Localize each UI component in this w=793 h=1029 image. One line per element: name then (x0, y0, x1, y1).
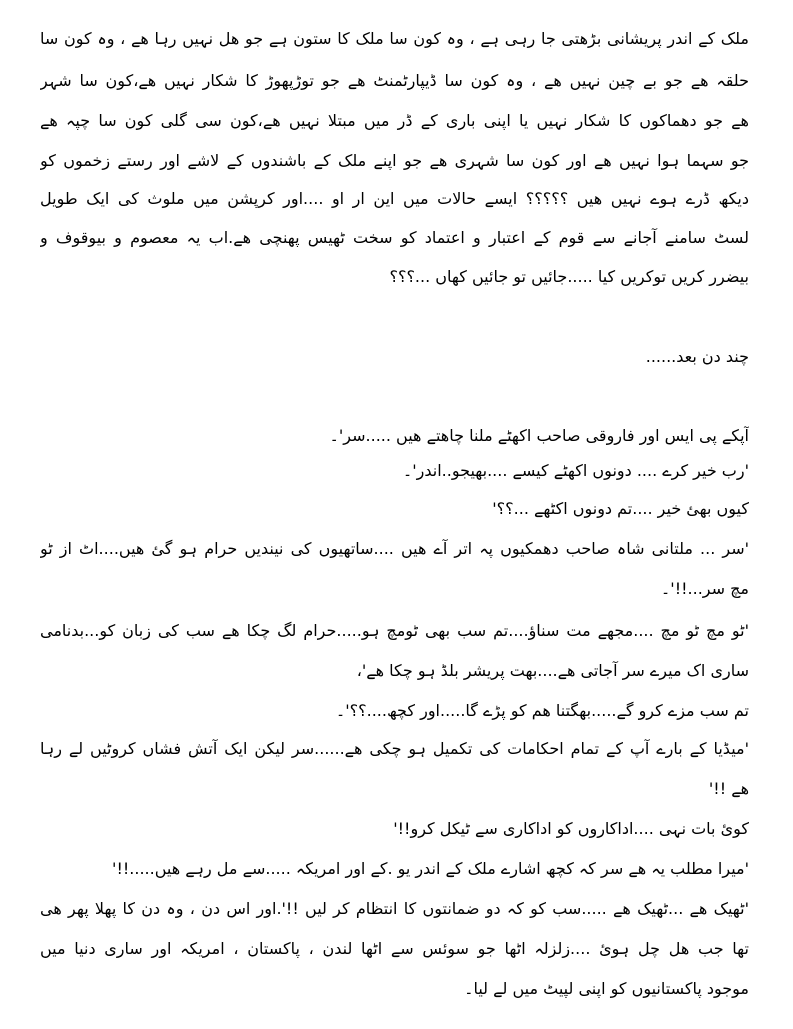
paragraph-1-line-2: حلقہ ھے جو بے چین نہیں ھے ، وہ کون سا ڈیپارٹمنٹ ھے جو توڑپھوڑ کا شکار نہیں ھے،کون سا شہر (40, 71, 749, 90)
dialogue-line-12: 'میرا مطلب یہ ھے سر کہ کچھ اشارے ملک کے اندر یو .کے اور امریکہ .....سے مل رہے ھیں.....!!' (112, 859, 749, 878)
dialogue-line-13: 'ٹھیک ھے ...ٹھیک ھے .....سب کو کہ دو ضمانتوں کا انتظام کر لیں !!'.اور اس دن ، وہ دن کا پھلا پھر ھی (40, 899, 749, 918)
dialogue-line-7: ساری اک میرے سر آجاتی ھے....بھت پریشر بلڈ ہو چکا ھے'، (356, 661, 749, 680)
paragraph-1-line-6: لسٹ سامنے آجانے سے قوم کے اعتبار و اعتماد کو سخت ٹھیس پھنچی ھے.اب یہ معصوم و بیوقوف و (40, 228, 749, 247)
dialogue-line-5: مچ سر...!!'۔ (660, 579, 749, 598)
dialogue-line-9: 'میڈیا کے بارے آپ کے تمام احکامات کی تکمیل ہو چکی ھے......سر لیکن ایک آتش فشاں کروٹیں لے رہا (40, 739, 749, 758)
paragraph-1-line-1: ملک کے اندر پریشانی بڑھتی جا رہی ہے ، وہ کون سا ملک کا ستون ہے جو ھل نہیں رہا ھے ، وہ کون سا (40, 29, 749, 48)
dialogue-line-6: 'ٹو مچ ٹو مچ ....مجھے مت سناؤ....تم سب بھی ٹومچ ہو.....حرام لگ چکا ھے سب کی زبان کو...بدنامی (40, 621, 749, 640)
dialogue-line-11: کوئ بات نہی ....اداکاروں کو اداکاری سے ٹیکل کرو!!' (393, 819, 749, 838)
paragraph-1-line-5: دیکھ ڈرے ہوے نہیں ھیں ؟؟؟؟؟ ایسے حالات میں این ار او ....اور کرپشن میں ملوث کی ایک طویل (40, 189, 749, 208)
dialogue-line-1: آپکے پی ایس اور فاروقی صاحب اکھٹے ملنا چاھتے ھیں .....سر'۔ (329, 426, 749, 445)
paragraph-1-line-7: بیضرر کریں توکریں کیا .....جائیں تو جائیں کھاں ...؟؟؟ (389, 267, 749, 286)
dialogue-line-4: 'سر ... ملتانی شاہ صاحب دھمکیوں پہ اتر آے ھیں ....ساتھیوں کی نیندیں حرام ہو گئ ھیں....اٹ از ٹو (40, 539, 749, 558)
paragraph-1-line-4: جو سہما ہوا نہیں ھے اور کون سا شہری ھے جو اپنے ملک کے باشندوں کے لاشے اور رستے زخموں کو (40, 151, 749, 170)
paragraph-1-line-3: ھے جو دھماکوں کا شکار نہیں یا اپنی باری کے ڈر میں مبتلا نہیں ھے،کون سی گلی کون سا چپہ ھے (40, 111, 749, 130)
dialogue-line-15: موجود پاکستانیوں کو اپنی لپیٹ میں لے لیا۔ (464, 979, 749, 998)
dialogue-line-8: تم سب مزے کرو گے.....بھگتنا ھم کو پڑے گا.....اور کچھ....؟؟'۔ (335, 701, 749, 720)
dialogue-line-14: تھا جب ھل چل ہوئ ....زلزلہ اٹھا جو سوئس سے اٹھا لندن ، پاکستان ، امریکہ اور ساری دنیا میں (40, 939, 749, 958)
dialogue-line-10: ھے !!' (708, 779, 749, 798)
dialogue-line-2: 'رب خیر کرے .... دونوں اکھٹے کیسے ....بھیجو..اندر'۔ (402, 461, 749, 480)
dialogue-line-3: کیوں بھئ خیر ....تم دونوں اکٹھے ...؟؟' (492, 499, 749, 518)
scene-break: چند دن بعد...... (645, 347, 749, 366)
